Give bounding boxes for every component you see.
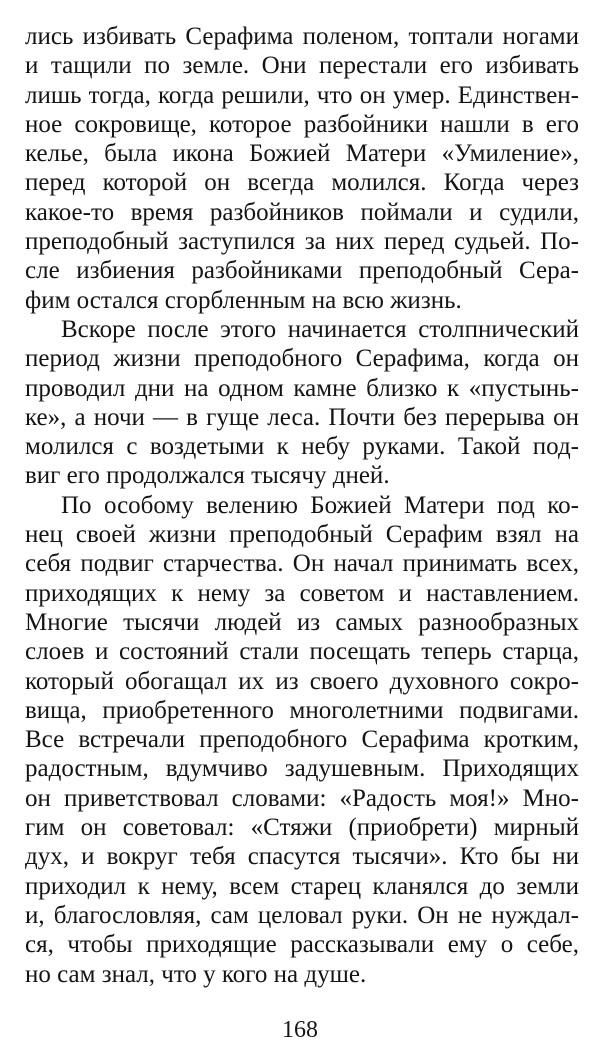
paragraph: [25, 315, 579, 491]
text-line: который обогащал их из своего духовного сокро-: [25, 667, 579, 695]
text-line: преподобный заступился за них перед судьей. По-: [25, 228, 579, 256]
text-line: По особому велению Божией Матери под ко-: [61, 491, 579, 519]
page-body: [25, 22, 579, 989]
text-line: перед которой он всегда молился. Когда через: [25, 169, 579, 197]
text-line: радостным, вдумчиво задушевным. Приходящих: [25, 755, 579, 783]
text-line: гим он советовал: «Стяжи (приобрети) мирный: [25, 814, 579, 842]
text-line: сле избиения разбойниками преподобный Сера-: [25, 257, 579, 285]
text-line: но сам знал, что у кого на душе.: [25, 960, 367, 988]
text-line: приходил к нему, всем старец кланялся до земли: [25, 872, 579, 900]
text-line: виг его продолжался тысячу дней.: [25, 462, 390, 490]
text-line: фим остался сгорбленным на всю жизнь.: [25, 286, 462, 314]
text-line: Вскоре после этого начинается столпнический: [61, 315, 579, 343]
text-line: слоев и состояний стали посещать теперь старца,: [25, 638, 579, 666]
page-number: 168: [282, 1017, 318, 1043]
text-line: молился с воздетыми к небу руками. Такой под-: [25, 433, 579, 461]
text-line: приходящих к нему за советом и наставлением.: [25, 579, 579, 607]
text-line: он приветствовал словами: «Радость моя!» Мно-: [25, 784, 579, 812]
paragraph: [25, 491, 579, 989]
text-line: Все встречали преподобного Серафима кротким,: [25, 726, 579, 754]
text-line: себя подвиг старчества. Он начал принимать всех,: [25, 550, 579, 578]
text-line: лишь тогда, когда решили, что он умер. Единствен-: [25, 81, 579, 109]
text-line: и, благословляя, сам целовал руки. Он не нуждал-: [25, 901, 579, 929]
text-line: дух, и вокруг тебя спасутся тысячи». Кто бы ни: [25, 843, 579, 871]
text-line: ке», а ночи — в гуще леса. Почти без перерыва он: [25, 403, 579, 431]
paragraph: [25, 22, 579, 315]
text-line: ное сокровище, которое разбойники нашли в его: [25, 110, 579, 138]
text-line: нец своей жизни преподобный Серафим взял на: [25, 521, 579, 549]
text-line: период жизни преподобного Серафима, когда он: [25, 345, 579, 373]
text-line: лись избивать Серафима поленом, топтали ногами: [25, 23, 579, 50]
text-line: келье, была икона Божией Матери «Умиление»,: [25, 140, 579, 168]
text-line: Многие тысячи людей из самых разнообразных: [25, 608, 579, 636]
text-line: и тащили по земле. Они перестали его избивать: [25, 52, 579, 80]
text-line: какое-то время разбойников поймали и судили,: [25, 198, 579, 226]
text-line: ся, чтобы приходящие рассказывали ему о себе,: [25, 931, 579, 959]
text-line: вища, приобретенного многолетними подвигами.: [25, 696, 579, 724]
text-line: проводил дни на одном камне близко к «пустынь-: [25, 374, 579, 402]
